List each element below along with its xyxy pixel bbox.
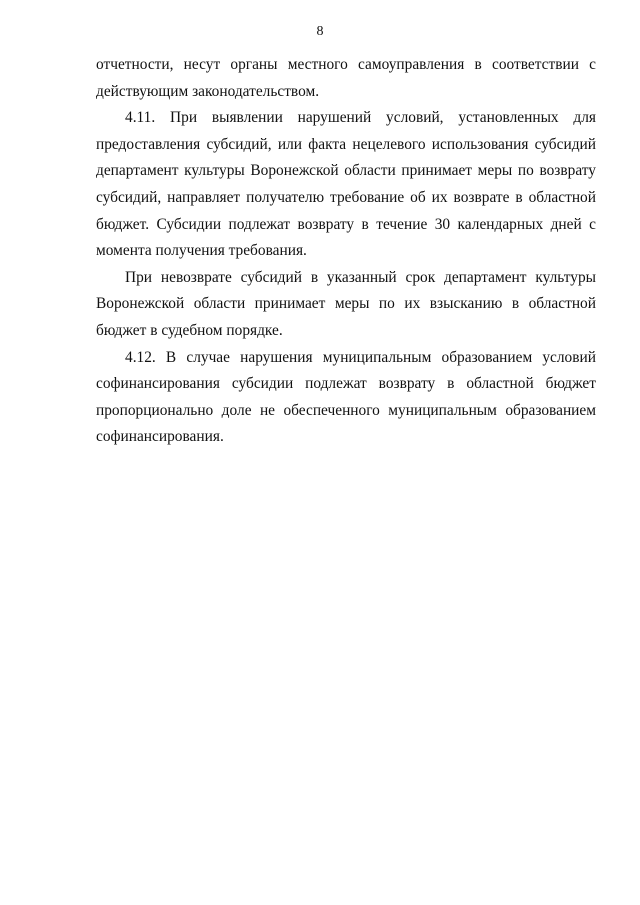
document-body [96,52,596,451]
paragraph-4-12: 4.12. В случае нарушения муниципальным образованием условий софинансирования субсидии подлежат возврату в областной бюджет пропорционально доле не обеспеченного муниципальным образованием софинансирования. [96,348,596,446]
paragraph-continuation: отчетности, несут органы местного самоуправления в соответствии с действующим законодательством. [96,56,596,100]
paragraph-4-11: 4.11. При выявлении нарушений условий, установленных для предоставления субсидий, или факта нецелевого использования субсидий департамент культуры Воронежской области принимает меры по возврату субсидий, направляет получателю требование об их возврате в областной бюджет. Субсидии подлежат возврату в течение 30 календарных дней с момента получения требования. [96,109,596,260]
page-number: 8 [316,24,324,39]
paragraph-nonreturn: При невозврате субсидий в указанный срок департамент культуры Воронежской области принимает меры по их взысканию в областной бюджет в судебном порядке. [96,268,596,339]
